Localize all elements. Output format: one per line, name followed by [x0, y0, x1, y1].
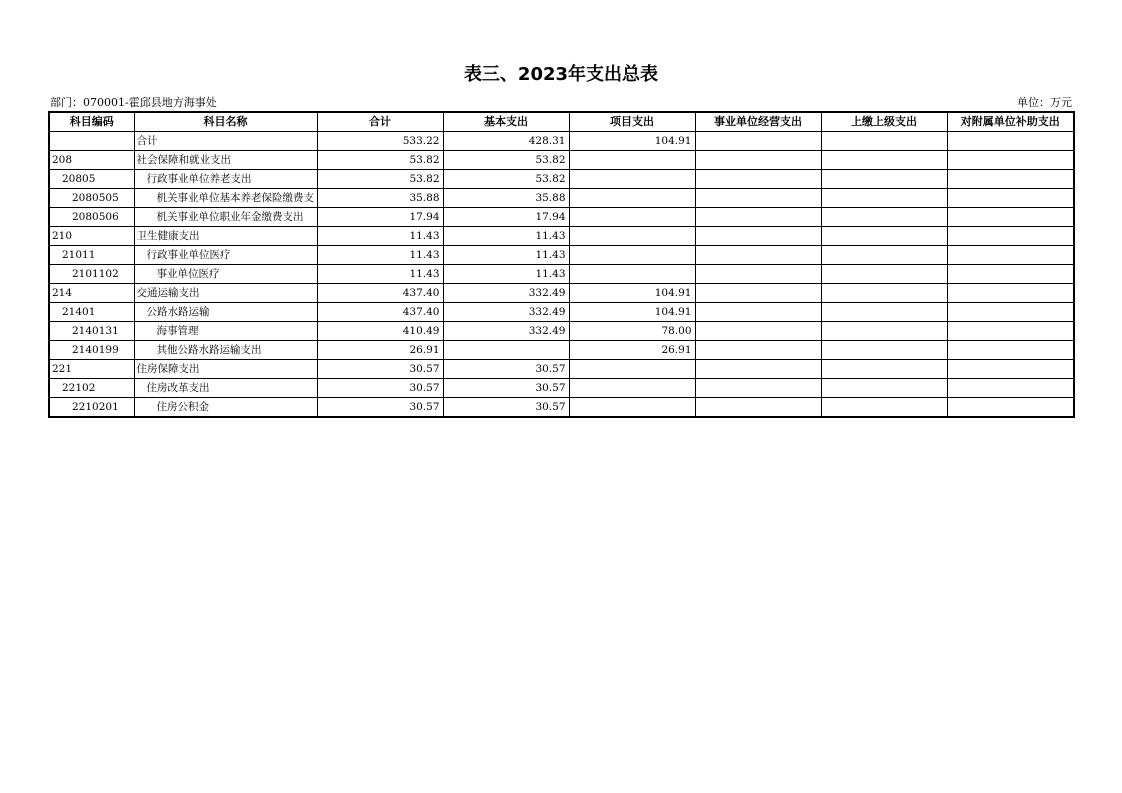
header-business-operation-expenditure: 事业单位经营支出 — [695, 112, 821, 132]
cell-upper-remittance — [821, 303, 947, 322]
cell-basic-expenditure: 11.43 — [443, 265, 569, 284]
cell-business-operation-expenditure — [695, 189, 821, 208]
cell-subsidiary-subsidy — [947, 284, 1074, 303]
cell-subject-code: 2080506 — [49, 208, 134, 227]
cell-basic-expenditure: 30.57 — [443, 379, 569, 398]
cell-subsidiary-subsidy — [947, 303, 1074, 322]
cell-business-operation-expenditure — [695, 322, 821, 341]
cell-subject-name: 卫生健康支出 — [134, 227, 317, 246]
header-subsidiary-subsidy: 对附属单位补助支出 — [947, 112, 1074, 132]
header-subject-name: 科目名称 — [134, 112, 317, 132]
table-row — [49, 265, 1074, 284]
cell-project-expenditure: 78.00 — [569, 322, 695, 341]
cell-upper-remittance — [821, 208, 947, 227]
expenditure-table — [48, 111, 1075, 418]
page-title: 表三、2023年支出总表 — [463, 64, 659, 85]
cell-subsidiary-subsidy — [947, 246, 1074, 265]
cell-basic-expenditure: 30.57 — [443, 398, 569, 418]
cell-total: 11.43 — [317, 265, 443, 284]
cell-total: 53.82 — [317, 170, 443, 189]
cell-business-operation-expenditure — [695, 360, 821, 379]
table-row — [49, 208, 1074, 227]
cell-upper-remittance — [821, 170, 947, 189]
cell-business-operation-expenditure — [695, 341, 821, 360]
cell-upper-remittance — [821, 227, 947, 246]
cell-subsidiary-subsidy — [947, 170, 1074, 189]
table-row — [49, 303, 1074, 322]
cell-subsidiary-subsidy — [947, 322, 1074, 341]
cell-subject-name: 机关事业单位职业年金缴费支出 — [134, 208, 317, 227]
table-row — [49, 227, 1074, 246]
cell-total: 53.82 — [317, 151, 443, 170]
table-row — [49, 284, 1074, 303]
cell-subsidiary-subsidy — [947, 151, 1074, 170]
cell-upper-remittance — [821, 265, 947, 284]
table-row — [49, 151, 1074, 170]
cell-subsidiary-subsidy — [947, 227, 1074, 246]
cell-business-operation-expenditure — [695, 227, 821, 246]
cell-subject-code: 2101102 — [49, 265, 134, 284]
cell-subject-code: 2210201 — [49, 398, 134, 418]
cell-basic-expenditure: 11.43 — [443, 246, 569, 265]
cell-subject-name: 海事管理 — [134, 322, 317, 341]
cell-total: 35.88 — [317, 189, 443, 208]
cell-basic-expenditure: 35.88 — [443, 189, 569, 208]
cell-subject-name: 公路水路运输 — [134, 303, 317, 322]
cell-subject-code: 210 — [49, 227, 134, 246]
table-row — [49, 322, 1074, 341]
cell-business-operation-expenditure — [695, 303, 821, 322]
cell-subsidiary-subsidy — [947, 341, 1074, 360]
cell-subject-name: 交通运输支出 — [134, 284, 317, 303]
cell-business-operation-expenditure — [695, 246, 821, 265]
cell-subject-name: 事业单位医疗 — [134, 265, 317, 284]
cell-upper-remittance — [821, 322, 947, 341]
header-upper-remittance: 上缴上级支出 — [821, 112, 947, 132]
cell-subject-code: 2140199 — [49, 341, 134, 360]
cell-subject-name: 行政事业单位养老支出 — [134, 170, 317, 189]
cell-total: 410.49 — [317, 322, 443, 341]
cell-subsidiary-subsidy — [947, 189, 1074, 208]
cell-subject-name: 其他公路水路运输支出 — [134, 341, 317, 360]
cell-total: 533.22 — [317, 132, 443, 151]
cell-subject-name: 机关事业单位基本养老保险缴费支 — [134, 189, 317, 208]
cell-business-operation-expenditure — [695, 265, 821, 284]
cell-subject-code: 21011 — [49, 246, 134, 265]
cell-total: 437.40 — [317, 303, 443, 322]
table-row — [49, 341, 1074, 360]
cell-business-operation-expenditure — [695, 208, 821, 227]
table-row — [49, 132, 1074, 151]
cell-project-expenditure — [569, 151, 695, 170]
cell-upper-remittance — [821, 151, 947, 170]
cell-subsidiary-subsidy — [947, 208, 1074, 227]
header-project-expenditure: 项目支出 — [569, 112, 695, 132]
cell-project-expenditure: 104.91 — [569, 303, 695, 322]
cell-project-expenditure — [569, 379, 695, 398]
cell-business-operation-expenditure — [695, 132, 821, 151]
cell-subsidiary-subsidy — [947, 379, 1074, 398]
cell-business-operation-expenditure — [695, 379, 821, 398]
cell-basic-expenditure: 17.94 — [443, 208, 569, 227]
cell-subject-name: 住房改革支出 — [134, 379, 317, 398]
cell-subsidiary-subsidy — [947, 360, 1074, 379]
cell-subject-name: 行政事业单位医疗 — [134, 246, 317, 265]
cell-subject-name: 住房公积金 — [134, 398, 317, 418]
cell-upper-remittance — [821, 246, 947, 265]
cell-basic-expenditure: 53.82 — [443, 151, 569, 170]
table-row — [49, 189, 1074, 208]
cell-subsidiary-subsidy — [947, 265, 1074, 284]
cell-project-expenditure — [569, 398, 695, 418]
cell-total: 30.57 — [317, 379, 443, 398]
cell-upper-remittance — [821, 341, 947, 360]
cell-total: 11.43 — [317, 246, 443, 265]
table-header-row — [49, 112, 1074, 132]
cell-business-operation-expenditure — [695, 170, 821, 189]
header-total: 合计 — [317, 112, 443, 132]
cell-project-expenditure — [569, 227, 695, 246]
table-row — [49, 170, 1074, 189]
cell-subject-code: 221 — [49, 360, 134, 379]
cell-upper-remittance — [821, 284, 947, 303]
table-row — [49, 246, 1074, 265]
cell-project-expenditure: 104.91 — [569, 132, 695, 151]
cell-total: 30.57 — [317, 398, 443, 418]
cell-subject-name: 合计 — [134, 132, 317, 151]
cell-subject-name: 住房保障支出 — [134, 360, 317, 379]
table-row — [49, 360, 1074, 379]
cell-subject-code: 22102 — [49, 379, 134, 398]
cell-basic-expenditure: 332.49 — [443, 322, 569, 341]
cell-total: 17.94 — [317, 208, 443, 227]
cell-upper-remittance — [821, 398, 947, 418]
cell-project-expenditure: 26.91 — [569, 341, 695, 360]
cell-project-expenditure — [569, 246, 695, 265]
cell-subsidiary-subsidy — [947, 132, 1074, 151]
unit-label: 单位：万元 — [1017, 96, 1072, 109]
cell-project-expenditure: 104.91 — [569, 284, 695, 303]
cell-total: 30.57 — [317, 360, 443, 379]
cell-subject-name: 社会保障和就业支出 — [134, 151, 317, 170]
cell-subject-code: 20805 — [49, 170, 134, 189]
cell-subject-code — [49, 132, 134, 151]
cell-total: 26.91 — [317, 341, 443, 360]
cell-project-expenditure — [569, 360, 695, 379]
cell-basic-expenditure: 53.82 — [443, 170, 569, 189]
cell-business-operation-expenditure — [695, 398, 821, 418]
department-label: 部门：070001-霍邱县地方海事处 — [50, 96, 217, 109]
cell-subject-code: 208 — [49, 151, 134, 170]
cell-subject-code: 2140131 — [49, 322, 134, 341]
header-basic-expenditure: 基本支出 — [443, 112, 569, 132]
cell-basic-expenditure: 428.31 — [443, 132, 569, 151]
cell-upper-remittance — [821, 132, 947, 151]
cell-business-operation-expenditure — [695, 151, 821, 170]
cell-basic-expenditure: 11.43 — [443, 227, 569, 246]
cell-project-expenditure — [569, 170, 695, 189]
header-subject-code: 科目编码 — [49, 112, 134, 132]
table-row — [49, 379, 1074, 398]
cell-basic-expenditure: 332.49 — [443, 284, 569, 303]
cell-upper-remittance — [821, 189, 947, 208]
cell-basic-expenditure — [443, 341, 569, 360]
cell-subject-code: 21401 — [49, 303, 134, 322]
cell-upper-remittance — [821, 379, 947, 398]
cell-project-expenditure — [569, 265, 695, 284]
cell-basic-expenditure: 30.57 — [443, 360, 569, 379]
table-body — [49, 132, 1074, 418]
cell-total: 437.40 — [317, 284, 443, 303]
cell-subsidiary-subsidy — [947, 398, 1074, 418]
cell-project-expenditure — [569, 189, 695, 208]
cell-business-operation-expenditure — [695, 284, 821, 303]
cell-project-expenditure — [569, 208, 695, 227]
cell-total: 11.43 — [317, 227, 443, 246]
table-row — [49, 398, 1074, 418]
cell-basic-expenditure: 332.49 — [443, 303, 569, 322]
cell-upper-remittance — [821, 360, 947, 379]
cell-subject-code: 2080505 — [49, 189, 134, 208]
cell-subject-code: 214 — [49, 284, 134, 303]
